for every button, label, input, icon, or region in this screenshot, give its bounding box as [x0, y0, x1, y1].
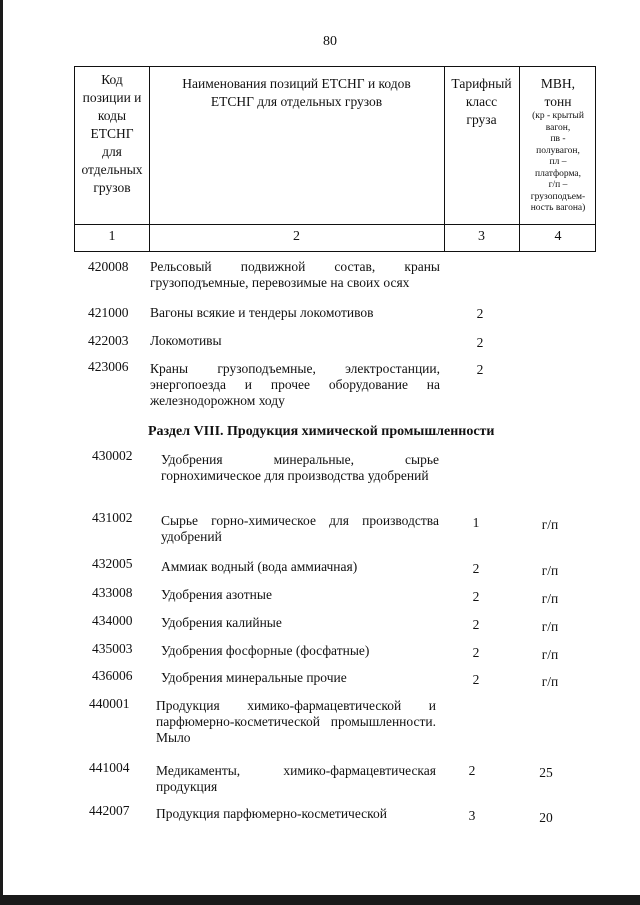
row-mvn: г/п [541, 674, 559, 689]
header-line: Наименования позиций ЕТСНГ и кодов [182, 76, 411, 91]
header-line: отдельных [81, 162, 143, 177]
header-line: МВН, [540, 76, 576, 91]
header-col-name [149, 75, 444, 111]
row-name: Краны грузоподъемные, электростанции, энергопоезда и прочее оборудование на железнодорожном ходу [150, 361, 440, 408]
row-code: 433008 [92, 585, 133, 600]
note-line: вагон, [545, 122, 571, 133]
mvn-note [519, 111, 597, 215]
row-tarif: 1 [472, 515, 480, 530]
row-tarif: 2 [472, 672, 480, 687]
note-line: грузоподъем- [530, 191, 586, 202]
header-col-mvn [519, 75, 597, 215]
row-code: 430002 [92, 448, 133, 463]
header-line: Код [101, 72, 123, 87]
row-tarif: 2 [476, 362, 484, 377]
row-mvn: г/п [541, 563, 559, 578]
row-mvn: 20 [539, 810, 553, 825]
page-number: 80 [323, 34, 337, 49]
note-line: ность вагона) [530, 203, 586, 213]
row-name: Продукция химико-фармацевтической и парфюмерно-косметической промышленности. Мыло [156, 698, 436, 745]
row-name: Продукция парфюмерно-косметической [156, 806, 388, 821]
note-line: г/п – [548, 180, 568, 190]
row-code: 432005 [92, 556, 133, 571]
row-name: Удобрения азотные [161, 587, 272, 602]
row-code: 441004 [89, 760, 130, 775]
row-code: 435003 [92, 641, 133, 656]
row-name: Локомотивы [150, 333, 222, 348]
row-code: 423006 [88, 359, 129, 374]
row-name: Медикаменты, химико-фармацевтическая продукция [156, 763, 436, 794]
row-code: 434000 [92, 613, 133, 628]
row-name: Рельсовый подвижной состав, краны грузоподъемные, перевозимые на своих осях [150, 259, 440, 290]
row-tarif: 2 [468, 763, 476, 778]
header-line: ЕТСНГ [90, 126, 134, 141]
note-line: пл – [549, 157, 567, 167]
header-line: класс [465, 94, 498, 109]
column-number: 2 [293, 229, 300, 244]
note-line: (кр - крытый [532, 111, 584, 121]
header-line: грузов [93, 180, 131, 195]
header-table [74, 66, 596, 252]
row-mvn: г/п [541, 647, 559, 662]
column-number: 4 [554, 229, 562, 244]
row-mvn: 25 [539, 765, 553, 780]
header-line: ЕТСНГ для отдельных грузов [210, 94, 383, 109]
header-line: тонн [544, 94, 572, 109]
row-tarif: 2 [476, 306, 484, 321]
column-number: 3 [478, 229, 485, 244]
row-tarif: 2 [472, 589, 480, 604]
column-number: 1 [108, 229, 116, 244]
row-code: 420008 [88, 259, 129, 274]
row-name: Сырье горно-химическое для производства удобрений [161, 513, 439, 544]
row-name: Удобрения минеральные, сырье горнохимическое для производства удобрений [161, 452, 439, 483]
header-line: позиции и [82, 90, 142, 105]
header-line: коды [97, 108, 127, 123]
row-code: 442007 [89, 803, 130, 818]
row-code: 422003 [88, 333, 129, 348]
header-col-tarif [444, 75, 519, 129]
row-tarif: 2 [472, 617, 480, 632]
row-name: Вагоны всякие и тендеры локомотивов [150, 305, 374, 320]
section-title: Раздел VIII. Продукция химической промышленности [148, 424, 495, 439]
page-bottom-edge [0, 895, 640, 905]
row-name: Удобрения фосфорные (фосфатные) [161, 643, 370, 658]
row-code: 436006 [92, 668, 133, 683]
note-line: пв - [550, 134, 566, 144]
row-name: Удобрения калийные [161, 615, 282, 630]
note-line: платформа, [535, 168, 581, 179]
row-code: 431002 [92, 510, 133, 525]
header-row-divider [75, 224, 595, 225]
header-line: Тарифный [451, 76, 512, 91]
row-code: 421000 [88, 305, 129, 320]
row-code: 440001 [89, 696, 130, 711]
row-tarif: 2 [472, 645, 480, 660]
note-line: полувагон, [536, 145, 580, 156]
header-col-code [75, 71, 149, 197]
page-left-edge [0, 0, 3, 905]
row-tarif: 3 [468, 808, 476, 823]
row-tarif: 2 [472, 561, 480, 576]
row-mvn: г/п [541, 591, 559, 606]
header-line: для [102, 144, 122, 159]
header-line: груза [466, 112, 497, 127]
row-tarif: 2 [476, 335, 484, 350]
row-name: Удобрения минеральные прочие [161, 670, 347, 685]
row-mvn: г/п [541, 619, 559, 634]
row-mvn: г/п [541, 517, 559, 532]
row-name: Аммиак водный (вода аммиачная) [161, 559, 358, 574]
